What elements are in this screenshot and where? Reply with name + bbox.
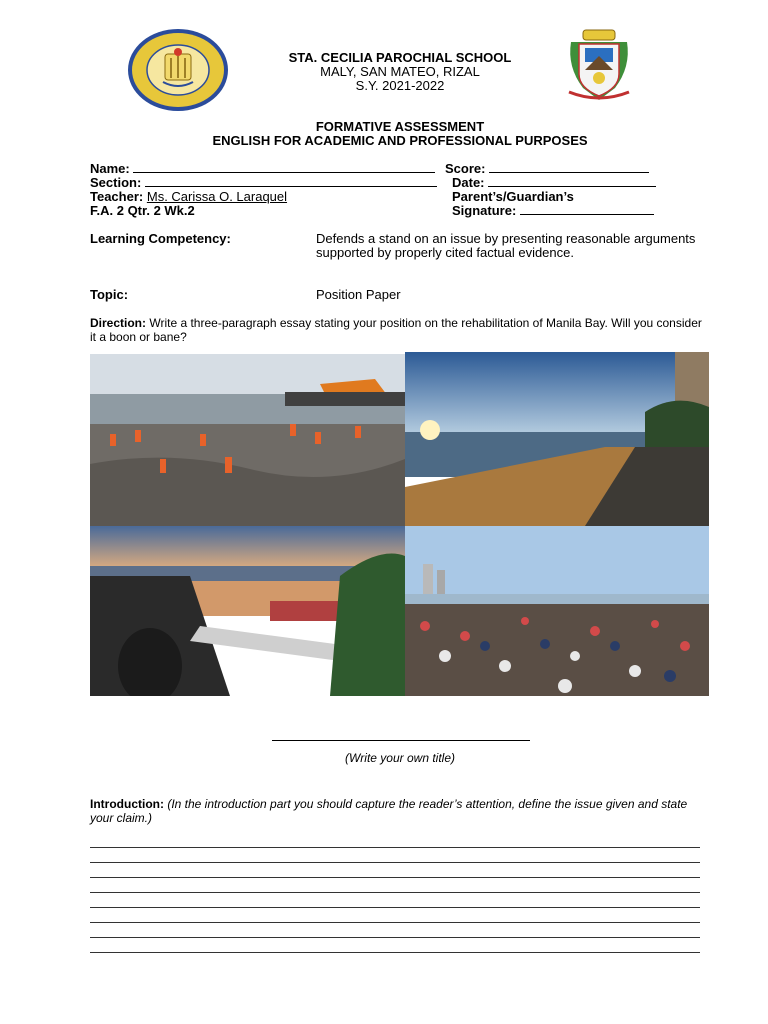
section-label: Section:: [90, 175, 142, 190]
school-year: S.Y. 2021-2022: [355, 78, 445, 93]
photo-sunset-shore: [405, 352, 709, 526]
photo-cleanup-workers: [90, 354, 405, 526]
competency-text: Defends a stand on an issue by presenting reasonable arguments supported by properly cited factual evidence.: [316, 231, 696, 260]
title-hint: (Write your own title): [344, 751, 456, 765]
writing-line[interactable]: [90, 952, 700, 953]
teacher-name: Ms. Carissa O. Laraquel: [146, 189, 288, 204]
writing-line[interactable]: [90, 877, 700, 878]
competency-label: Learning Competency:: [90, 231, 231, 246]
topic-value: Position Paper: [316, 287, 401, 302]
teacher-label: Teacher:: [90, 189, 144, 204]
writing-line[interactable]: [90, 907, 700, 908]
photo-beach-crowd: [405, 526, 709, 696]
essay-title-blank[interactable]: [272, 740, 530, 741]
direction: [90, 316, 710, 344]
school-address: MALY, SAN MATEO, RIZAL: [320, 64, 480, 79]
assessment-title: FORMATIVE ASSESSMENT: [315, 119, 485, 134]
introduction-label: Introduction:: [90, 797, 164, 811]
introduction-instructions: [90, 797, 710, 825]
topic-label: Topic:: [90, 287, 129, 302]
guardian-label: Parent’s/Guardian’s: [452, 189, 574, 204]
name-label: Name:: [90, 161, 130, 176]
photo-crowd-walkway: [90, 526, 405, 696]
writing-line[interactable]: [90, 847, 700, 848]
subject-title: ENGLISH FOR ACADEMIC AND PROFESSIONAL PURPOSES: [212, 133, 588, 148]
direction-text: Write a three-paragraph essay stating your position on the rehabilitation of Manila Bay. Will you consider it a boon or bane?: [90, 316, 702, 344]
writing-line[interactable]: [90, 922, 700, 923]
date-blank[interactable]: [488, 176, 656, 187]
signature-blank[interactable]: [520, 204, 654, 215]
writing-line[interactable]: [90, 892, 700, 893]
score-blank[interactable]: [489, 162, 649, 173]
signature-label: Signature:: [452, 203, 517, 218]
writing-line[interactable]: [90, 937, 700, 938]
name-blank[interactable]: [133, 162, 435, 173]
score-label: Score:: [445, 161, 486, 176]
section-blank[interactable]: [145, 176, 437, 187]
fa-label: F.A. 2 Qtr. 2 Wk.2: [90, 203, 195, 218]
introduction-text: (In the introduction part you should capture the reader’s attention, define the issue given and state your claim.): [90, 797, 688, 825]
date-label: Date:: [452, 175, 485, 190]
writing-line[interactable]: [90, 862, 700, 863]
school-name: STA. CECILIA PAROCHIAL SCHOOL: [288, 50, 512, 65]
direction-label: Direction:: [90, 316, 147, 330]
